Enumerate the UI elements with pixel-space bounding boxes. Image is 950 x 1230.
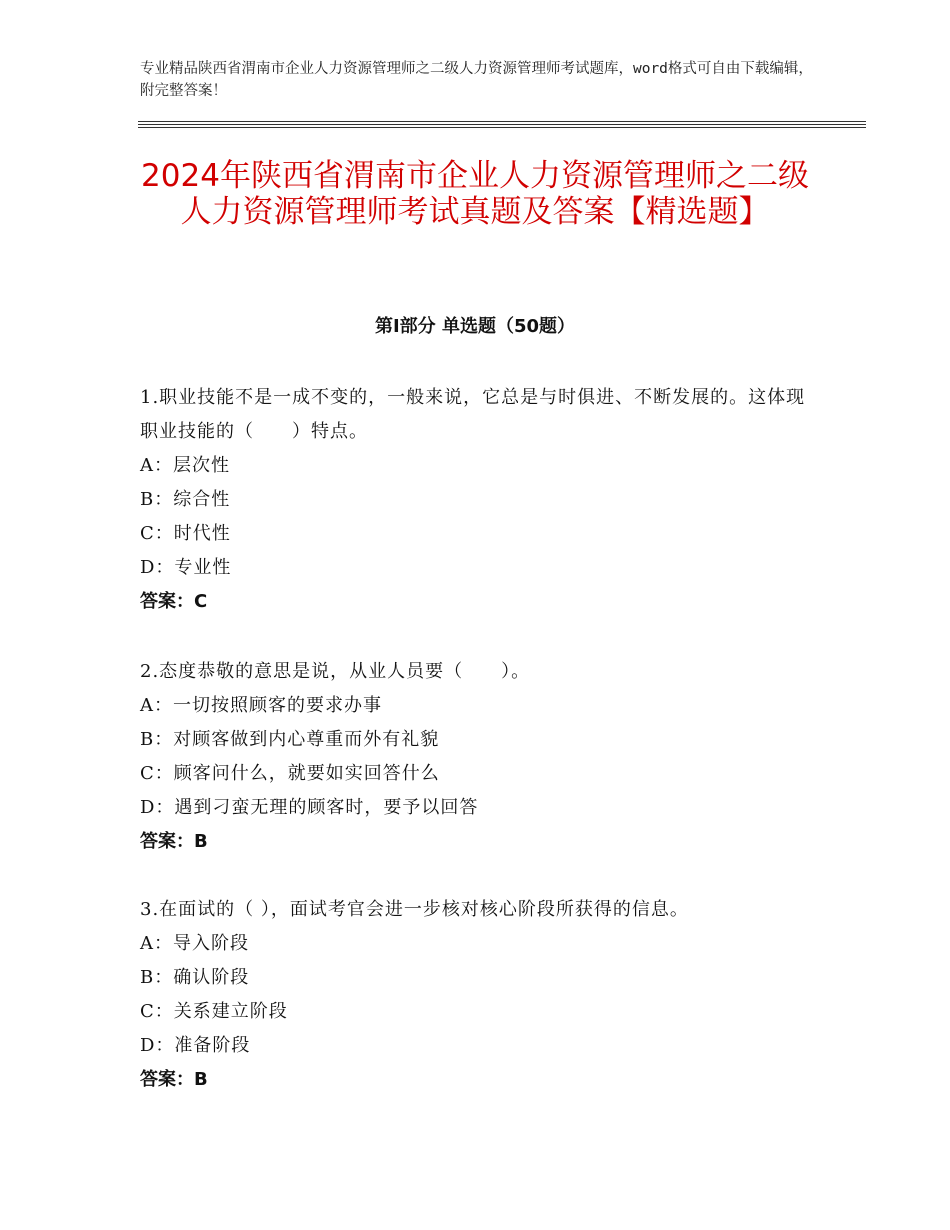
option-b: B：对顾客做到内心尊重而外有礼貌	[140, 729, 440, 750]
question-1	[140, 381, 820, 619]
section-heading: 第Ⅰ部分 单选题（50题）	[374, 316, 575, 337]
option-a: A：一切按照顾客的要求办事	[140, 695, 382, 716]
question-stem: 3.在面试的（ ），面试考官会进一步核对核心阶段所获得的信息。	[140, 899, 689, 920]
option-a: A：导入阶段	[140, 933, 249, 954]
question-stem: 2.态度恭敬的意思是说，从业人员要（ ）。	[140, 661, 531, 682]
document-title: 2024年陕西省渭南市企业人力资源管理师之二级人力资源管理师考试真题及答案【精选题】	[141, 158, 809, 230]
header-note: 专业精品陕西省渭南市企业人力资源管理师之二级人力资源管理师考试题库，word格式可自由下载编辑，附完整答案！	[140, 61, 813, 99]
option-a: A：层次性	[140, 455, 230, 476]
question-stem: 1.职业技能不是一成不变的，一般来说，它总是与时俱进、不断发展的。这体现职业技能的（ ）特点。	[140, 387, 806, 442]
option-b: B：确认阶段	[140, 967, 250, 988]
header-rule	[138, 127, 866, 128]
option-b: B：综合性	[140, 489, 231, 510]
option-d: D：遇到刁蛮无理的顾客时，要予以回答	[140, 797, 479, 818]
answer: 答案：B	[140, 831, 208, 852]
option-c: C：顾客问什么，就要如实回答什么	[140, 763, 440, 784]
question-2	[140, 655, 820, 859]
option-c: C：关系建立阶段	[140, 1001, 288, 1022]
header-rule	[138, 124, 866, 125]
option-d: D：专业性	[140, 557, 232, 578]
answer: 答案：C	[140, 591, 208, 612]
option-c: C：时代性	[140, 523, 231, 544]
option-d: D：准备阶段	[140, 1035, 251, 1056]
header-rule	[138, 121, 866, 122]
question-3	[140, 893, 820, 1097]
answer: 答案：B	[140, 1069, 208, 1090]
